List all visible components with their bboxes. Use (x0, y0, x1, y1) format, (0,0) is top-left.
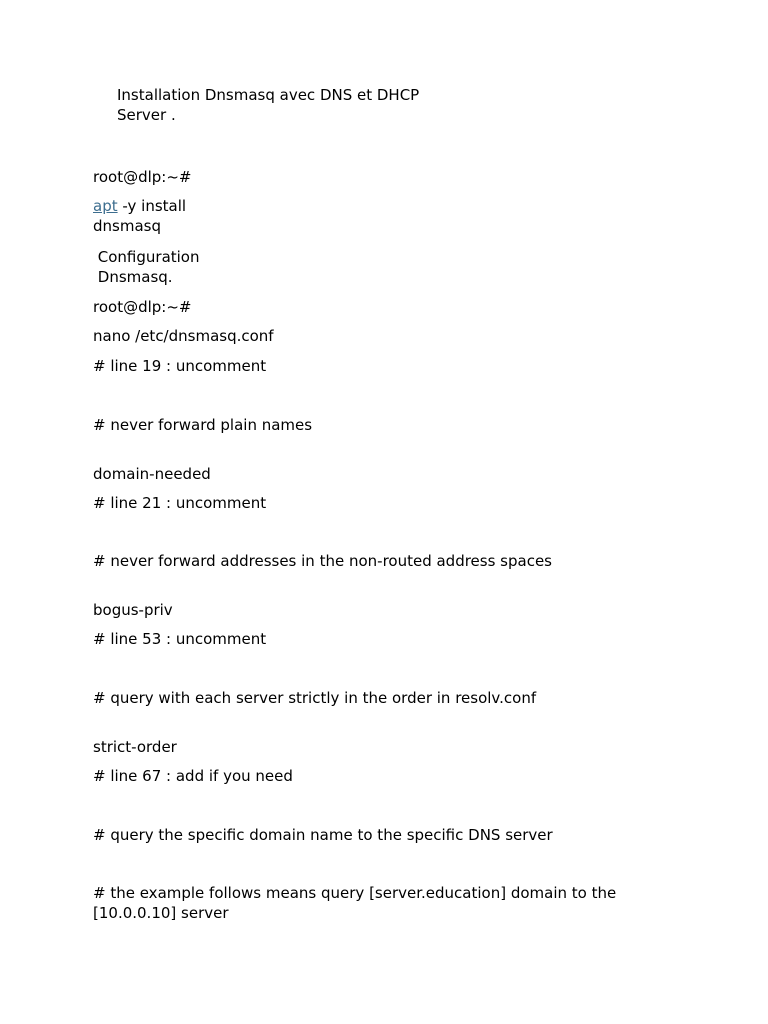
comment-line-19: # line 19 : uncomment (93, 357, 267, 375)
config-strict-order: strict-order (93, 738, 177, 756)
shell-prompt: root@dlp:~# (93, 168, 192, 186)
config-heading-line-2: Dnsmasq. (93, 268, 173, 286)
comment-query-strict: # query with each server strictly in the order in resolv.conf (93, 689, 537, 707)
config-bogus-priv: bogus-priv (93, 601, 173, 619)
install-package: dnsmasq (93, 217, 161, 235)
config-heading (93, 247, 200, 287)
comment-never-forward-addresses: # never forward addresses in the non-routed address spaces (93, 552, 553, 570)
install-args: -y install (117, 197, 187, 215)
title-line-2: Server . (117, 106, 176, 124)
comment-line-21: # line 21 : uncomment (93, 494, 267, 512)
comment-line-53: # line 53 : uncomment (93, 630, 267, 648)
title-line-1: Installation Dnsmasq avec DNS et DHCP (117, 86, 420, 104)
config-heading-line-1: Configuration (93, 248, 200, 266)
comment-never-forward-plain: # never forward plain names (93, 416, 313, 434)
config-domain-needed: domain-needed (93, 465, 211, 483)
install-command-line (93, 196, 186, 216)
apt-link[interactable]: apt (93, 197, 118, 215)
document-title (117, 85, 419, 125)
example-line-1: # the example follows means query [server.education] domain to the (93, 884, 617, 902)
nano-command: nano /etc/dnsmasq.conf (93, 327, 274, 345)
install-command (93, 196, 186, 236)
comment-example (93, 883, 616, 923)
example-line-2: [10.0.0.10] server (93, 904, 229, 922)
shell-prompt-2: root@dlp:~# (93, 298, 192, 316)
comment-line-67: # line 67 : add if you need (93, 767, 293, 785)
comment-query-specific: # query the specific domain name to the specific DNS server (93, 826, 553, 844)
